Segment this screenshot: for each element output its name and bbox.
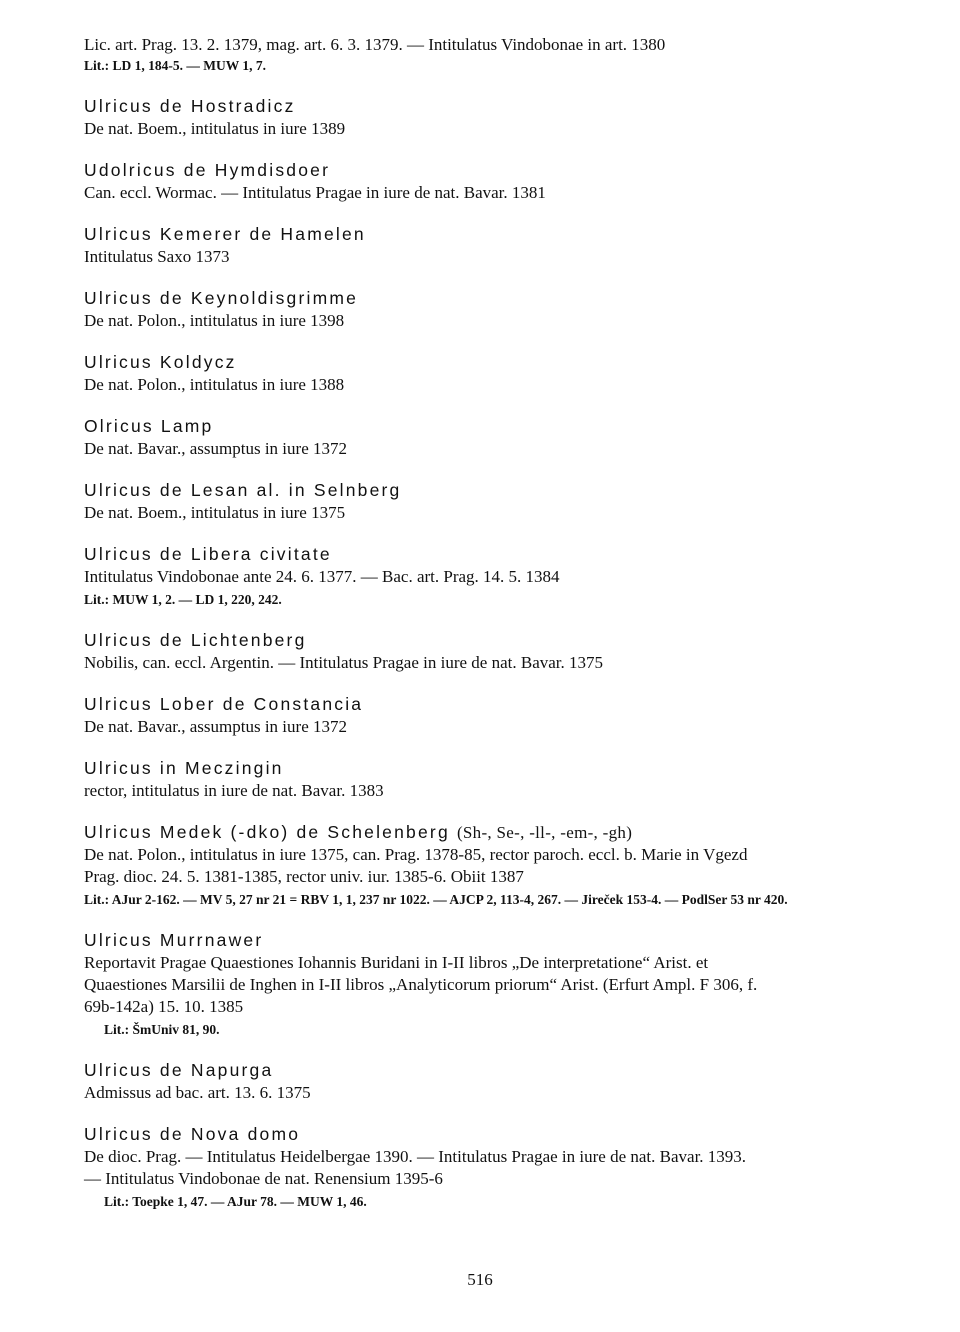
entry-name — [84, 929, 884, 952]
entry-list — [84, 95, 884, 1212]
person-entry — [84, 1123, 884, 1212]
page-number: 516 — [467, 1270, 493, 1289]
person-entry — [84, 693, 884, 738]
entry-text: De dioc. Prag. — Intitulatus Heidelbergae 1390. — Intitulatus Pragae in iure de nat. Bavar. 1393. — [84, 1147, 747, 1166]
person-entry — [84, 351, 884, 396]
entry-name — [84, 821, 884, 844]
person-entry — [84, 159, 884, 204]
entry-name — [84, 1059, 884, 1082]
entry-name-main: Ulricus de Libera civitate — [84, 544, 332, 564]
entry-name-main: Olricus Lamp — [84, 416, 214, 436]
entry-name-main: Ulricus Koldycz — [84, 352, 237, 372]
entry-text: 69b-142a) 15. 10. 1385 — [84, 997, 244, 1016]
entry-text: De nat. Polon., intitulatus in iure 1398 — [84, 311, 345, 330]
entry-text: De nat. Polon., intitulatus in iure 1375, can. Prag. 1378-85, rector paroch. eccl. b. Marie in Vgezd — [84, 845, 748, 864]
entry-text: Quaestiones Marsilii de Inghen in I-II libros „Analyticorum priorum“ Arist. (Erfurt Ampl. F 306, f. — [84, 975, 758, 994]
entry-text: Reportavit Pragae Quaestiones Iohannis Buridani in I-II libros „De interpretatione“ Arist. et — [84, 953, 709, 972]
person-entry — [84, 287, 884, 332]
entry-name — [84, 415, 884, 438]
entry-text: De nat. Polon., intitulatus in iure 1388 — [84, 375, 345, 394]
entry-name — [84, 629, 884, 652]
person-entry — [84, 223, 884, 268]
entry-name-main: Ulricus de Lichtenberg — [84, 630, 307, 650]
entry-text: — Intitulatus Vindobonae de nat. Renensium 1395-6 — [84, 1169, 443, 1188]
entry-name-main: Ulricus Kemerer de Hamelen — [84, 224, 366, 244]
entry-name-main: Ulricus Murrnawer — [84, 930, 264, 950]
entry-text: De nat. Boem., intitulatus in iure 1389 — [84, 119, 346, 138]
person-entry — [84, 95, 884, 140]
entry-text: De nat. Boem., intitulatus in iure 1375 — [84, 503, 346, 522]
person-entry — [84, 929, 884, 1040]
literature-line: Lit.: Toepke 1, 47. — AJur 78. — MUW 1, 46. — [104, 1194, 367, 1209]
entry-name-main: Ulricus de Napurga — [84, 1060, 274, 1080]
entry-text: Intitulatus Vindobonae ante 24. 6. 1377. — Bac. art. Prag. 14. 5. 1384 — [84, 567, 560, 586]
entry-name-main: Ulricus de Keynoldisgrimme — [84, 288, 359, 308]
entry-name — [84, 543, 884, 566]
entry-text: Admissus ad bac. art. 13. 6. 1375 — [84, 1083, 311, 1102]
person-entry — [84, 543, 884, 610]
literature-line: Lit.: ŠmUniv 81, 90. — [104, 1022, 220, 1037]
literature-line: Lit.: AJur 2-162. — MV 5, 27 nr 21 = RBV 1, 1, 237 nr 1022. — AJCP 2, 113-4, 267. — Jireček 153-4. — PodlSer 53 nr 420. — [84, 892, 788, 907]
entry-text: Prag. dioc. 24. 5. 1381-1385, rector univ. iur. 1385-6. Obiit 1387 — [84, 867, 524, 886]
entry-name-variant: al. in Selnberg — [256, 480, 402, 500]
entry-name — [84, 693, 884, 716]
person-entry — [84, 1059, 884, 1104]
person-entry — [84, 821, 884, 910]
entry-name — [84, 351, 884, 374]
entry-text: De nat. Bavar., assumptus in iure 1372 — [84, 439, 347, 458]
entry-text: De nat. Bavar., assumptus in iure 1372 — [84, 717, 347, 736]
entry-name-main: Ulricus de Nova domo — [84, 1124, 301, 1144]
entry-name — [84, 1123, 884, 1146]
entry-name-main: Ulricus de Lesan — [84, 480, 250, 500]
entry-text: Can. eccl. Wormac. — Intitulatus Pragae in iure de nat. Bavar. 1381 — [84, 183, 546, 202]
entry-name — [84, 287, 884, 310]
entry-text: Intitulatus Saxo 1373 — [84, 247, 230, 266]
entry-name-main: Udolricus de Hymdisdoer — [84, 160, 331, 180]
entry-name — [84, 479, 884, 502]
entry-name — [84, 159, 884, 182]
entry-name-variant: (Sh-, Se-, -ll-, -em-, -gh) — [456, 823, 633, 842]
person-entry — [84, 415, 884, 460]
literature-line: Lit.: LD 1, 184-5. — MUW 1, 7. — [84, 58, 266, 73]
entry-name — [84, 757, 884, 780]
entry-text: Nobilis, can. eccl. Argentin. — Intitulatus Pragae in iure de nat. Bavar. 1375 — [84, 653, 604, 672]
entry-name-main: Ulricus de Hostradicz — [84, 96, 296, 116]
entry-text: rector, intitulatus in iure de nat. Bavar. 1383 — [84, 781, 384, 800]
entry-name-main: Ulricus in Meczingin — [84, 758, 284, 778]
entry-name-main: Ulricus Lober de Constancia — [84, 694, 364, 714]
person-entry — [84, 629, 884, 674]
document-page — [84, 34, 884, 1212]
person-entry — [84, 479, 884, 524]
literature-line: Lit.: MUW 1, 2. — LD 1, 220, 242. — [84, 592, 282, 607]
entry-name-main: Ulricus Medek (-dko) de Schelenberg — [84, 822, 450, 842]
entry-name — [84, 95, 884, 118]
person-entry — [84, 757, 884, 802]
entry-text: Lic. art. Prag. 13. 2. 1379, mag. art. 6. 3. 1379. — Intitulatus Vindobonae in art. 1380 — [84, 35, 666, 54]
continued-entry — [84, 34, 884, 76]
entry-name — [84, 223, 884, 246]
